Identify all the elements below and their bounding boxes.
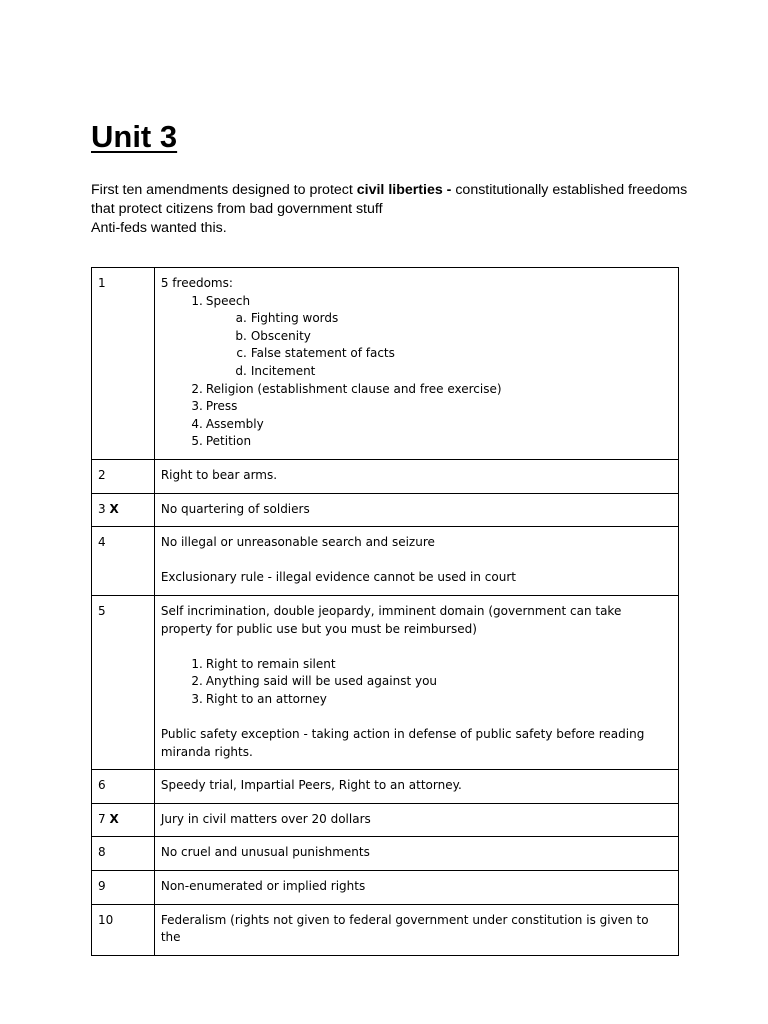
table-row bbox=[92, 268, 679, 460]
list-marker: 5. bbox=[191, 434, 203, 449]
list-marker: 1. bbox=[191, 293, 203, 308]
table-row bbox=[92, 904, 679, 955]
table-row bbox=[92, 837, 679, 871]
list-item-text: Press bbox=[205, 399, 238, 414]
amendment-description bbox=[154, 595, 678, 769]
exclusionary-rule-text: Exclusionary rule - illegal evidence cannot be used in court bbox=[160, 570, 516, 585]
list-item bbox=[161, 691, 672, 709]
number-text: 9 bbox=[98, 879, 106, 894]
amendments-table bbox=[91, 267, 679, 956]
paragraph-gap bbox=[161, 708, 672, 726]
list-marker: b. bbox=[235, 328, 247, 343]
list-item bbox=[161, 398, 672, 416]
miranda-list bbox=[161, 656, 672, 709]
paragraph-gap bbox=[161, 638, 672, 656]
number-text: 7 bbox=[98, 811, 106, 826]
list-marker: 1. bbox=[191, 656, 203, 671]
amendment-description: Right to bear arms. bbox=[154, 459, 678, 493]
number-text: 3 bbox=[98, 501, 106, 516]
amendment-number bbox=[92, 595, 155, 769]
sub-list-item bbox=[161, 328, 672, 346]
intro-line-3: Anti-feds wanted this. bbox=[91, 220, 227, 236]
x-mark: X bbox=[109, 501, 119, 516]
number-text: 2 bbox=[98, 467, 106, 482]
list-marker: 4. bbox=[191, 416, 203, 431]
list-item-text: Petition bbox=[205, 434, 252, 449]
amendment-description: No quartering of soldiers bbox=[154, 493, 678, 527]
sub-list-item bbox=[161, 310, 672, 328]
table-row bbox=[92, 871, 679, 905]
list-item bbox=[161, 381, 672, 399]
amendment-number bbox=[92, 527, 155, 596]
amendment-number bbox=[92, 459, 155, 493]
list-item-text: Religion (establishment clause and free exercise) bbox=[205, 381, 502, 396]
sub-list-item bbox=[161, 345, 672, 363]
list-item-text: Incitement bbox=[250, 363, 316, 378]
amendment-number bbox=[92, 837, 155, 871]
table-row bbox=[92, 595, 679, 769]
list-item-text: Right to remain silent bbox=[205, 656, 336, 671]
number-text: 10 bbox=[98, 912, 114, 927]
intro-paragraph bbox=[91, 181, 691, 238]
number-text: 8 bbox=[98, 845, 106, 860]
intro-line-1-end: constitutionally established freedoms bbox=[451, 182, 688, 198]
freedoms-lead: 5 freedoms: bbox=[160, 276, 233, 290]
list-item bbox=[161, 433, 672, 451]
amendment-number bbox=[92, 493, 155, 527]
list-item-text: Right to an attorney bbox=[205, 691, 327, 706]
amendment-description: Non-enumerated or implied rights bbox=[154, 871, 678, 905]
list-item-text: Anything said will be used against you bbox=[205, 674, 438, 689]
intro-line-1-start: First ten amendments designed to protect bbox=[91, 182, 357, 198]
freedoms-list bbox=[161, 293, 672, 451]
description-text: No illegal or unreasonable search and seizure bbox=[160, 535, 435, 550]
amendment-number bbox=[92, 268, 155, 460]
amendment-description: Jury in civil matters over 20 dollars bbox=[154, 803, 678, 837]
list-item-text: Obscenity bbox=[250, 328, 311, 343]
description-text: Self incrimination, double jeopardy, imminent domain (government can take property for public use but you must be reimbursed) bbox=[160, 603, 622, 636]
list-marker: c. bbox=[236, 346, 247, 361]
amendment-description: Federalism (rights not given to federal government under constitution is given to the bbox=[154, 904, 678, 955]
amendment-description bbox=[154, 527, 678, 596]
table-row bbox=[92, 459, 679, 493]
number-text: 5 bbox=[98, 603, 106, 618]
civil-liberties-term: civil liberties - bbox=[356, 182, 452, 198]
table-row bbox=[92, 527, 679, 596]
list-marker: a. bbox=[235, 311, 247, 326]
amendment-number bbox=[92, 871, 155, 905]
list-item-text: Fighting words bbox=[250, 311, 339, 326]
table-row bbox=[92, 493, 679, 527]
list-marker: 2. bbox=[191, 674, 203, 689]
amendment-description: Speedy trial, Impartial Peers, Right to an attorney. bbox=[154, 770, 678, 804]
intro-line-2: that protect citizens from bad government stuff bbox=[91, 201, 383, 217]
list-item-text: Assembly bbox=[205, 416, 264, 431]
intro-line-1 bbox=[91, 181, 691, 200]
list-item-text: False statement of facts bbox=[250, 346, 395, 361]
public-safety-exception-text: Public safety exception - taking action in defense of public safety before reading miranda rights. bbox=[160, 727, 645, 759]
page-title: Unit 3 bbox=[91, 119, 178, 154]
list-item-text: Speech bbox=[205, 293, 251, 308]
list-item bbox=[161, 293, 672, 311]
list-marker: 3. bbox=[191, 691, 203, 706]
list-item bbox=[161, 656, 672, 674]
number-text: 1 bbox=[98, 276, 106, 290]
paragraph-gap bbox=[161, 552, 672, 570]
list-marker: 2. bbox=[191, 381, 203, 396]
amendment-description bbox=[154, 268, 678, 460]
list-marker: d. bbox=[235, 363, 247, 378]
number-text: 4 bbox=[98, 535, 106, 550]
list-item bbox=[161, 416, 672, 434]
amendment-number bbox=[92, 904, 155, 955]
amendment-description: No cruel and unusual punishments bbox=[154, 837, 678, 871]
list-marker: 3. bbox=[191, 399, 203, 414]
sub-list-item bbox=[161, 363, 672, 381]
amendment-number bbox=[92, 803, 155, 837]
list-item bbox=[161, 673, 672, 691]
table-row bbox=[92, 803, 679, 837]
amendment-number bbox=[92, 770, 155, 804]
number-text: 6 bbox=[98, 778, 106, 793]
table-row bbox=[92, 770, 679, 804]
x-mark: X bbox=[109, 811, 119, 826]
